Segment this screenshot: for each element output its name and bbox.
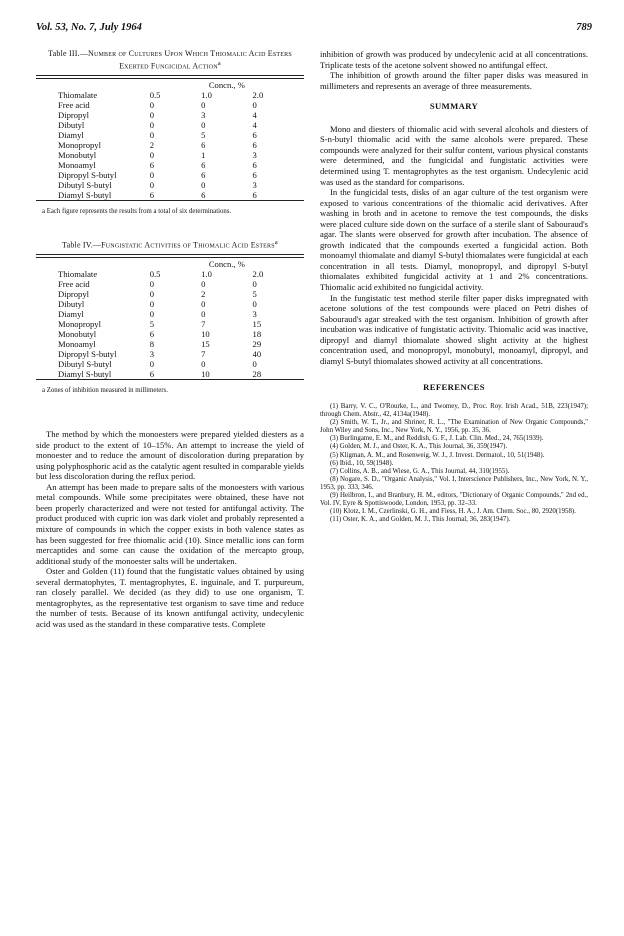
table-cell: 0.5 <box>149 89 161 100</box>
table3-caption <box>36 49 304 71</box>
table-row <box>36 180 304 190</box>
table-cell: 40 <box>252 349 262 360</box>
table-cell: 2 <box>149 139 154 150</box>
table-cell: 0 <box>149 109 154 120</box>
table-cell: 5 <box>252 289 257 300</box>
row-label: Dibutyl S-butyl <box>58 359 112 370</box>
table4 <box>36 254 304 384</box>
row-label: Thiomalate <box>58 89 98 100</box>
reference-item: (7) Collins, A. B., and Wiese, G. A., This Journal, 44, 310(1955). <box>330 467 510 475</box>
table4-caption-text: —Fungistatic Activities of Thiomalic Acid Esters <box>92 240 275 250</box>
table3-label: Table III. <box>48 49 80 58</box>
table-cell: 0 <box>201 359 206 370</box>
table-cell: 3 <box>252 149 257 160</box>
references-heading: REFERENCES <box>423 382 485 393</box>
table-cell: 8 <box>149 339 154 350</box>
table-cell: 6 <box>252 189 257 200</box>
table-row <box>36 100 304 110</box>
references-list <box>320 403 588 524</box>
row-label: Dipropyl <box>58 109 90 120</box>
table-cell: 1 <box>201 149 206 160</box>
table-cell: 28 <box>252 369 262 380</box>
table-row <box>36 90 304 100</box>
table3-caption-text: —Number of Cultures Upon Which Thiomalic Acid Esters Exerted Fungicidal Action <box>79 49 292 71</box>
row-label: Dipropyl S-butyl <box>58 169 117 180</box>
table-cell: 0 <box>149 309 154 320</box>
table4-caption <box>36 238 304 250</box>
reference-item: (1) Barry, V. C., O'Rourke, L., and Twomey, D., Proc. Roy. Irish Acad., 51B, 223(1947); through Chem. Abstr., 42, 4134a(1948). <box>320 402 588 419</box>
table-cell: 3 <box>252 179 257 190</box>
right-body-text <box>320 49 588 91</box>
table-cell: 0 <box>201 179 206 190</box>
table-cell: 0 <box>149 359 154 370</box>
table-cell: 0 <box>201 119 206 130</box>
summary-heading: SUMMARY <box>429 101 479 112</box>
table-cell: 15 <box>252 319 262 330</box>
table-cell: 0 <box>149 149 154 160</box>
table-cell: 6 <box>252 139 257 150</box>
reference-item: (11) Oster, K. A., and Golden, M. J., This Journal, 36, 283(1947). <box>330 516 511 524</box>
table-cell: 29 <box>252 339 262 350</box>
paragraph: The method by which the monoesters were prepared yielded diesters as a side product to the extent of 10–15%. An attempt to increase the yield of monoester and to reduce the amount of discoloration during preparation by using polyphosphoric acid as the catalytic agent resulted in comparable yields but less discoloration during the reflux period. <box>36 429 304 482</box>
table-row <box>36 269 304 279</box>
paragraph: In the fungistatic test method sterile filter paper disks impregnated with acetone solutions of the test compounds were placed on Petri dishes of Sabouraud's agar streaked with the test organism. Inhibition of growth after incubation was indicative of fungistatic activity. Thiomalic acid was inactive, dipropyl and diamyl thiomalate showed slight activity at the highest concentration used, and monopropyl, monobutyl, monoamyl, dipropyl, and diamyl S-butyl thiomalates showed activity at all concentrations. <box>320 292 588 366</box>
reference-item: (10) Klotz, I. M., Czerlinski, G. H., and Fiess, H. A., J. Am. Chem. Soc., 80, 2920(1958). <box>330 508 576 516</box>
row-label: Free acid <box>58 279 90 290</box>
table-cell: 0.5 <box>149 269 161 280</box>
row-label: Monopropyl <box>58 319 101 330</box>
table-cell: 10 <box>201 329 210 340</box>
table-cell: 0 <box>149 169 154 180</box>
row-label: Free acid <box>58 99 90 110</box>
reference-item: (8) Nogare, S. D., "Organic Analysis," Vol. I, Interscience Publishers, Inc., New York, N. Y., 1953, pp. 333, 346. <box>320 475 588 491</box>
reference-item: (4) Golden, M. J., and Oster, K. A., This Journal, 36, 359(1947). <box>330 443 508 451</box>
table-cell: 0 <box>252 299 257 310</box>
paragraph: inhibition of growth was produced by undecylenic acid at all concentrations. Triplicate tests of the acetone solvent showed no antifungal effect. <box>320 49 588 70</box>
table-cell: 3 <box>201 109 206 120</box>
table-row <box>36 349 304 359</box>
table-row <box>36 359 304 369</box>
table-cell: 6 <box>149 369 154 380</box>
row-label: Dibutyl <box>58 299 85 310</box>
table-row <box>36 289 304 299</box>
table-row <box>36 170 304 180</box>
table-cell: 2.0 <box>252 269 264 280</box>
table-cell: 6 <box>252 159 257 170</box>
reference-item: (2) Smith, W. T., Jr., and Shriner, R. L., "The Examination of New Organic Compounds," John Wiley and Sons, Inc., New York, N. Y., 1956, pp. 35, 36. <box>320 419 588 435</box>
table-cell: 1.0 <box>201 89 212 100</box>
page-header <box>36 22 592 36</box>
table-cell: 18 <box>252 329 262 340</box>
table-cell: 7 <box>201 349 206 360</box>
row-label: Dibutyl S-butyl <box>58 179 112 190</box>
paragraph: An attempt has been made to prepare salts of the monoesters with various metal compounds. While some precipitates were obtained, these have not been properly characterized and were not tested for antifungal activity. The product produced with cupric ion was dark violet and probably represented a mixture of compounds in which the copper exists in both valence states as has been suggested for free thiomalic acid (10). Since metallic ions can form mercaptides and some can cause the oxidation of the mercapto group, additional study of the monoester salts will be undertaken. <box>36 481 304 566</box>
table-cell: 10 <box>201 369 210 380</box>
table-cell: 0 <box>252 279 257 290</box>
table3-footnote: a Each figure represents the results from a total of six determinations. <box>42 207 232 215</box>
table-row <box>36 120 304 130</box>
right-column <box>320 49 588 524</box>
row-label: Dibutyl <box>58 119 85 130</box>
table-cell: 6 <box>252 169 257 180</box>
row-label: Thiomalate <box>58 269 98 280</box>
table-cell: 5 <box>201 129 206 140</box>
reference-item: (5) Kligman, A. M., and Rosenweig, W. J., J. Invest. Dermatol., 10, 51(1948). <box>330 451 545 459</box>
table-cell: 0 <box>149 129 154 140</box>
reference-item: (3) Burlingame, E. M., and Reddish, G. F., J. Lab. Clin. Med., 24, 765(1939). <box>330 435 544 443</box>
row-label: Monoamyl <box>58 159 96 170</box>
table-cell: 6 <box>149 189 154 200</box>
row-label: Diamyl <box>58 129 84 140</box>
paragraph: Mono and diesters of thiomalic acid with several alcohols and diesters of S-n-butyl thiomalic acid with the same alcohols were prepared. These compounds were analyzed for their sulfur content, various physical constants were determined, and the fungicidal and fungistatic activities were determined using T. mentagrophytes as the test organism. Undecylenic acid was used as the standard for comparisons. <box>320 123 588 187</box>
table-cell: 0 <box>201 99 206 110</box>
journal-issue: Vol. 53, No. 7, July 1964 <box>36 22 142 33</box>
row-label: Monopropyl <box>58 139 101 150</box>
table-cell: 1.0 <box>201 269 212 280</box>
summary-text <box>320 124 588 367</box>
table-row <box>36 339 304 349</box>
table4-conc-header: Concn., % <box>208 259 245 270</box>
table-cell: 2.0 <box>252 89 264 100</box>
table-cell: 6 <box>201 139 206 150</box>
table-cell: 15 <box>201 339 210 350</box>
table-row <box>36 160 304 170</box>
table-cell: 0 <box>149 179 154 190</box>
row-label: Monoamyl <box>58 339 96 350</box>
page-number: 789 <box>576 22 592 33</box>
row-label: Diamyl S-butyl <box>58 369 112 380</box>
table-row <box>36 190 304 201</box>
row-label: Diamyl <box>58 309 84 320</box>
table-row <box>36 140 304 150</box>
table-cell: 7 <box>201 319 206 330</box>
table-cell: 5 <box>149 319 154 330</box>
table-row <box>36 369 304 380</box>
table-cell: 6 <box>201 189 206 200</box>
table3-caption-mark: a <box>217 59 221 67</box>
table-cell: 0 <box>201 279 206 290</box>
paragraph: In the fungicidal tests, disks of an agar culture of the test organism were exposed to various concentrations of the thiomalic acid derivatives. After washing in broth and in acetone to remove the test compounds, the disks were placed culture side down on the surface of a sterile slant of Sabouraud's agar. The slants were observed for growth after incubation. The absence of growth indicated that the compounds exerted a fungicidal action. Both monoamyl thiomalate and diamyl S-butyl thiomalates were fungicidal at each concentration in all tests. Diamyl, monopropyl, and dipropyl S-butyl thiomalates exhibited fungicidal activity at 1 and 2% concentrations. Thiomalic acid exhibited no fungicidal activity. <box>320 187 588 292</box>
table-cell: 0 <box>252 99 257 110</box>
table-cell: 6 <box>201 159 206 170</box>
table4-caption-mark: a <box>274 238 278 246</box>
table-row <box>36 150 304 160</box>
table-cell: 6 <box>201 169 206 180</box>
reference-item: (9) Heilbron, I., and Branbury, H. M., editors, "Dictionary of Organic Compounds," 2nd ed., Vol. IV, Eyre & Spottiswoode, London, 1953, pp. 32–33. <box>320 491 588 508</box>
table3-conc-header: Concn., % <box>208 79 245 90</box>
table-cell: 0 <box>252 359 257 370</box>
table-cell: 0 <box>149 289 154 300</box>
table-row <box>36 319 304 329</box>
table-row <box>36 279 304 289</box>
row-label: Diamyl S-butyl <box>58 189 112 200</box>
table3 <box>36 75 304 205</box>
table4-label: Table IV. <box>62 240 93 250</box>
table-cell: 0 <box>149 299 154 310</box>
table-cell: 3 <box>252 309 257 320</box>
table-cell: 4 <box>252 119 257 130</box>
table-cell: 0 <box>201 299 206 310</box>
row-label: Dipropyl S-butyl <box>58 349 117 360</box>
paragraph: Oster and Golden (11) found that the fungistatic values obtained by using several dermatophytes, T. mentagrophytes, E. inguinale, and T. purpureum, ran closely parallel. We decided (as they did) to use one organism, T. mentagrophytes, as the representative test organism to save time and reduce the number of tests. Because of its known antifungal activity, undecylenic acid was used as the standard in these comparative tests. Complete <box>36 566 304 629</box>
row-label: Monobutyl <box>58 149 97 160</box>
table-row <box>36 329 304 339</box>
table-cell: 3 <box>149 349 154 360</box>
table-row <box>36 110 304 120</box>
table-cell: 0 <box>149 99 154 110</box>
row-label: Dipropyl <box>58 289 90 300</box>
table-cell: 6 <box>252 129 257 140</box>
left-body-text <box>36 429 304 629</box>
table-cell: 6 <box>149 159 154 170</box>
reference-item: (6) Ibid., 10, 59(1948). <box>330 459 394 467</box>
table-cell: 6 <box>149 329 154 340</box>
table-cell: 0 <box>149 279 154 290</box>
table4-footnote: a Zones of inhibition measured in millimeters. <box>42 387 168 395</box>
table-cell: 2 <box>201 289 206 300</box>
table-row <box>36 309 304 319</box>
row-label: Monobutyl <box>58 329 97 340</box>
left-column <box>36 49 304 629</box>
table-row <box>36 299 304 309</box>
table-cell: 0 <box>149 119 154 130</box>
table-row <box>36 130 304 140</box>
table-cell: 0 <box>201 309 206 320</box>
table-cell: 4 <box>252 109 257 120</box>
paragraph: The inhibition of growth around the filter paper disks was measured in millimeters and represents an average of three measurements. <box>320 70 588 91</box>
